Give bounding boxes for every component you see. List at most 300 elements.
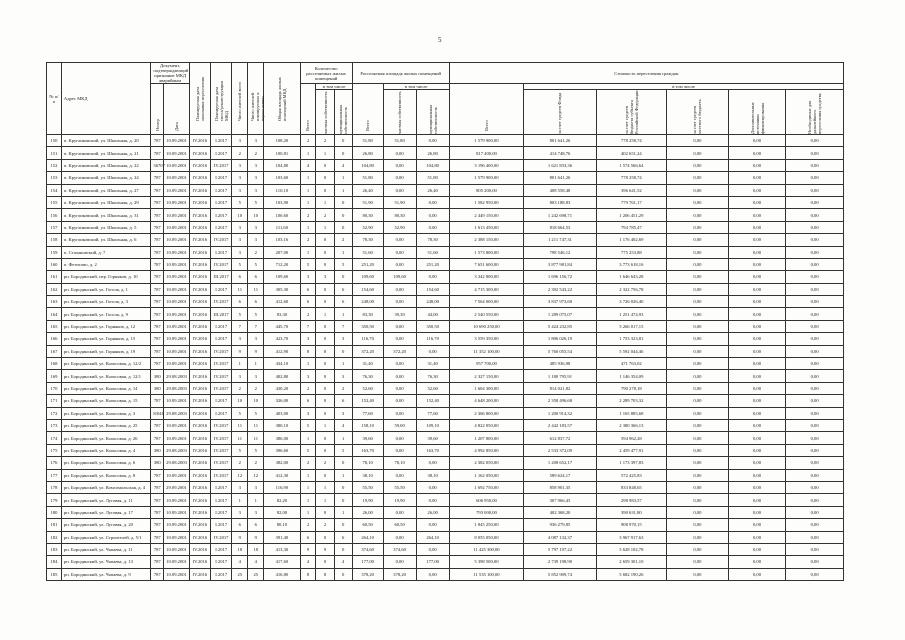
table-cell: 1 242 698,71 xyxy=(524,209,596,221)
table-cell: 2 xyxy=(300,135,316,147)
table-cell: 0,00 xyxy=(383,469,416,481)
table-row xyxy=(47,172,844,184)
table-cell: 2 366 800,00 xyxy=(449,407,524,419)
table-cell: 51,90 xyxy=(383,196,416,208)
table-cell: I.2017 xyxy=(211,407,232,419)
table-row xyxy=(47,221,844,233)
table-cell: I.2017 xyxy=(211,196,232,208)
table-cell: 10.09.2001 xyxy=(164,556,190,568)
table-cell: 0,00 xyxy=(786,568,844,580)
table-cell: 1 604 300,00 xyxy=(449,382,524,394)
table-cell: 108,20 xyxy=(264,135,300,147)
table-cell: IV.2017 xyxy=(211,159,232,171)
table-cell: 18 xyxy=(232,543,248,555)
table-cell: 80,10 xyxy=(264,519,300,531)
table-cell: 168 xyxy=(47,358,62,370)
table-cell: IV.2017 xyxy=(211,258,232,270)
header-planned-demolish: Планируемая дата сноса/реконструкции МКД xyxy=(213,80,229,121)
table-cell: 39,60 xyxy=(352,432,383,444)
table-cell: 6 xyxy=(334,296,352,308)
table-row xyxy=(47,209,844,221)
table-cell: 386,00 xyxy=(264,432,300,444)
table-cell: 0,00 xyxy=(383,159,416,171)
table-cell: 2 380 366,13 xyxy=(596,419,666,431)
table-cell: 0,00 xyxy=(728,481,786,493)
header-budget-local: за счет средств местного бюджета xyxy=(692,99,703,134)
table-cell: 0 xyxy=(316,556,334,568)
table-cell: 26,00 xyxy=(416,506,449,518)
table-cell: 52,60 xyxy=(352,382,383,394)
table-cell: 60,50 xyxy=(352,519,383,531)
table-cell: 0,00 xyxy=(383,358,416,370)
table-cell: IV.2016 xyxy=(189,209,210,221)
table-cell: 51,90 xyxy=(352,196,383,208)
table-cell: 4 xyxy=(300,556,316,568)
table-cell: 1 xyxy=(334,246,352,258)
table-cell: 3 xyxy=(232,333,248,345)
table-cell: 0,00 xyxy=(786,457,844,469)
table-cell: 155 xyxy=(47,196,62,208)
table-cell: 51,60 xyxy=(352,246,383,258)
table-cell: 51,80 xyxy=(352,172,383,184)
address-cell: рп. Бородинский, ул. Гоголя, д. 9 xyxy=(61,308,150,320)
table-cell: 116,70 xyxy=(416,333,449,345)
table-cell: 0,00 xyxy=(728,147,786,159)
table-cell: 11 352 100,00 xyxy=(449,345,524,357)
table-row xyxy=(47,382,844,394)
table-cell: IV.2016 xyxy=(189,221,210,233)
table-cell: 0,00 xyxy=(728,469,786,481)
address-cell: рп. Бородинский, ул. Гоголя, д. 3 xyxy=(61,296,150,308)
table-cell: 180 xyxy=(47,506,62,518)
table-cell: 9 xyxy=(232,345,248,357)
table-row xyxy=(47,283,844,295)
table-cell: 6 xyxy=(300,395,316,407)
table-row xyxy=(47,419,844,431)
table-cell: IV.2017 xyxy=(211,234,232,246)
table-cell: 0,00 xyxy=(416,209,449,221)
table-cell: 0,00 xyxy=(666,519,728,531)
table-cell: 803 188,83 xyxy=(524,196,596,208)
table-cell: 485 936,98 xyxy=(524,358,596,370)
table-cell: I.2017 xyxy=(211,543,232,555)
table-cell: 100,81 xyxy=(264,147,300,159)
table-cell: 31,40 xyxy=(352,358,383,370)
table-row xyxy=(47,506,844,518)
table-cell: 2 xyxy=(316,519,334,531)
table-cell: 0 xyxy=(316,370,334,382)
table-cell: 0 xyxy=(334,221,352,233)
table-row xyxy=(47,333,844,345)
table-cell: 10.09.2001 xyxy=(164,184,190,196)
table-cell: 51,60 xyxy=(416,246,449,258)
table-cell: 787 xyxy=(151,358,164,370)
table-cell: 18 xyxy=(248,543,264,555)
table-cell: 380 xyxy=(151,457,164,469)
table-cell: 0,00 xyxy=(383,258,416,270)
table-cell: 787 xyxy=(151,258,164,270)
table-cell: 55,50 xyxy=(352,481,383,493)
table-cell: 1 xyxy=(316,147,334,159)
table-cell: 787 xyxy=(151,419,164,431)
table-cell: 0 xyxy=(334,209,352,221)
table-cell: 0,00 xyxy=(786,506,844,518)
table-cell: 5 xyxy=(300,419,316,431)
table-cell: 0,00 xyxy=(416,568,449,580)
table-cell: 161 xyxy=(47,271,62,283)
address-cell: рп. Бородинский, ул. Горняков, д. 15 xyxy=(61,333,150,345)
header-area-in-total: в том числе xyxy=(383,84,449,90)
table-cell: 185 xyxy=(47,568,62,580)
table-cell: 0,00 xyxy=(666,196,728,208)
table-cell: 372,20 xyxy=(352,345,383,357)
table-cell: 0,00 xyxy=(666,159,728,171)
table-cell: 177,00 xyxy=(416,556,449,568)
table-cell: 2 289 703,32 xyxy=(596,395,666,407)
table-row xyxy=(47,320,844,332)
table-cell: I.2017 xyxy=(211,481,232,493)
address-cell: рп. Бородинский, ул. Строителей, д. 5/1 xyxy=(61,531,150,543)
table-cell: 0,00 xyxy=(728,494,786,506)
table-cell: 55,50 xyxy=(383,481,416,493)
table-cell: 109,10 xyxy=(416,419,449,431)
table-cell: 1 574 566,64 xyxy=(596,159,666,171)
header-total-area: Общая площадь жилых помещений МКД xyxy=(276,76,287,121)
table-cell: 4 xyxy=(334,556,352,568)
table-cell: 153 xyxy=(47,172,62,184)
table-cell: 814 021,82 xyxy=(524,382,596,394)
table-cell: 10.09.2001 xyxy=(164,234,190,246)
table-cell: 6 xyxy=(248,519,264,531)
table-cell: 176 xyxy=(47,457,62,469)
table-cell: IV.2017 xyxy=(211,469,232,481)
table-cell: IV.2017 xyxy=(211,419,232,431)
table-cell: 0 xyxy=(316,506,334,518)
address-cell: п. Кругликовский, ул. Школьная, д. 24 xyxy=(61,172,150,184)
header-rooms-in-total: в том числе xyxy=(316,84,352,90)
table-cell: 11 xyxy=(248,419,264,431)
table-cell: 0,00 xyxy=(383,432,416,444)
address-cell: рп. Бородинский, ул. Комсомольская, д. 4 xyxy=(61,481,150,493)
table-row xyxy=(47,556,844,568)
table-cell: 1 613 450,00 xyxy=(449,221,524,233)
table-cell: 11 xyxy=(232,432,248,444)
table-cell: 2 xyxy=(232,457,248,469)
table-cell: 2 xyxy=(300,519,316,531)
table-cell: 59,00 xyxy=(383,419,416,431)
table-cell: 1 165 885,68 xyxy=(596,407,666,419)
header-budget-subject: за счет средств бюджета субъекта Российской Федерации xyxy=(623,90,639,134)
table-cell: 51,80 xyxy=(416,172,449,184)
header-rooms-municipal: муниципальная собственность xyxy=(338,104,349,134)
table-cell: 0,00 xyxy=(728,457,786,469)
table-cell: 10.09.2001 xyxy=(164,345,190,357)
table-cell: 10.09.2001 xyxy=(164,246,190,258)
table-cell: 1 579 900,00 xyxy=(449,135,524,147)
table-cell: 10.09.2001 xyxy=(164,395,190,407)
table-cell: 163 xyxy=(47,296,62,308)
table-cell: 150 xyxy=(47,135,62,147)
table-cell: 4 xyxy=(300,159,316,171)
header-cost-in-total: в том числе xyxy=(524,84,844,90)
table-cell: 76,30 xyxy=(352,370,383,382)
table-cell: IV.2016 xyxy=(189,444,210,456)
table-cell: 787 xyxy=(151,308,164,320)
table-cell: 0,00 xyxy=(728,135,786,147)
table-cell: 0,00 xyxy=(786,543,844,555)
table-cell: 0,00 xyxy=(383,407,416,419)
table-row xyxy=(47,296,844,308)
table-cell: 0,00 xyxy=(786,308,844,320)
table-cell: 103,90 xyxy=(264,196,300,208)
table-cell: 0,00 xyxy=(666,481,728,493)
table-cell: IV.2016 xyxy=(189,531,210,543)
address-cell: рп. Бородинский, ул. Кооксовая, д. 12/1 xyxy=(61,370,150,382)
table-cell: 158,10 xyxy=(352,419,383,431)
table-cell: 0 xyxy=(316,234,334,246)
table-cell: 1 xyxy=(232,494,248,506)
address-cell: рп. Бородинский, ул. Чапаева, д. 13 xyxy=(61,556,150,568)
table-cell: IV.2016 xyxy=(189,345,210,357)
table-cell: III.2017 xyxy=(211,308,232,320)
table-cell: 3 xyxy=(232,184,248,196)
table-cell: 248,00 xyxy=(416,296,449,308)
table-cell: 4 xyxy=(334,159,352,171)
table-cell: IV.2016 xyxy=(189,506,210,518)
table-cell: 0,00 xyxy=(666,258,728,270)
table-cell: 0,00 xyxy=(786,494,844,506)
table-cell: 178 xyxy=(47,481,62,493)
table-cell: 2 xyxy=(334,234,352,246)
table-cell: 408 558,48 xyxy=(524,184,596,196)
table-cell: 589 624,17 xyxy=(524,469,596,481)
header-doc-date: Дата xyxy=(173,122,179,131)
table-cell: 2 358 496,68 xyxy=(524,395,596,407)
table-cell: IV.2016 xyxy=(189,333,210,345)
table-cell: 83,30 xyxy=(352,308,383,320)
table-row xyxy=(47,196,844,208)
table-cell: 26,40 xyxy=(416,184,449,196)
table-cell: 0,00 xyxy=(383,184,416,196)
table-cell: 787 xyxy=(151,481,164,493)
table-cell: 0,00 xyxy=(666,271,728,283)
table-cell: III.2017 xyxy=(211,271,232,283)
table-cell: 1 211 747,31 xyxy=(524,234,596,246)
table-cell: 248,00 xyxy=(352,296,383,308)
table-cell: 179 xyxy=(47,494,62,506)
table-cell: IV.2017 xyxy=(211,358,232,370)
table-cell: 0,00 xyxy=(416,196,449,208)
table-cell: 1 xyxy=(334,506,352,518)
table-cell: 423,70 xyxy=(264,333,300,345)
table-cell: 402,80 xyxy=(264,370,300,382)
table-cell: 412,60 xyxy=(264,296,300,308)
table-cell: 52,90 xyxy=(352,221,383,233)
table-cell: 207,00 xyxy=(264,246,300,258)
table-cell: 957 700,00 xyxy=(449,358,524,370)
table-cell: 2 xyxy=(300,209,316,221)
table-cell: 350,50 xyxy=(352,320,383,332)
table-cell: 9 xyxy=(248,531,264,543)
table-cell: 416,80 xyxy=(264,568,300,580)
table-cell: 3 xyxy=(334,370,352,382)
table-cell: IV.2016 xyxy=(189,469,210,481)
table-cell: 0,00 xyxy=(666,382,728,394)
table-cell: 0,00 xyxy=(666,320,728,332)
table-cell: 3 967 917,63 xyxy=(596,531,666,543)
table-cell: 10.09.2001 xyxy=(164,172,190,184)
table-cell: 5 xyxy=(248,196,264,208)
table-cell: 3 xyxy=(232,135,248,147)
table-cell: 0,00 xyxy=(728,419,786,431)
table-cell: 374,60 xyxy=(352,543,383,555)
table-cell: 0,00 xyxy=(666,221,728,233)
table-cell: 183 xyxy=(47,543,62,555)
table-cell: 2 392 543,22 xyxy=(524,283,596,295)
table-body xyxy=(47,135,844,581)
table-cell: 3 xyxy=(248,184,264,196)
table-cell: 0,00 xyxy=(728,531,786,543)
table-cell: I.2017 xyxy=(211,556,232,568)
table-cell: 3 xyxy=(300,271,316,283)
table-cell: 5 xyxy=(232,308,248,320)
table-row xyxy=(47,370,844,382)
address-cell: п. Кругликовский, ул. Школьная, д. 31 xyxy=(61,209,150,221)
table-cell: 2 xyxy=(334,382,352,394)
table-cell: I.2017 xyxy=(211,135,232,147)
table-cell: 1 xyxy=(316,419,334,431)
table-cell: 4 822 050,00 xyxy=(449,419,524,431)
address-cell: рп. Бородинский, ул. Горняков, д. 12 xyxy=(61,320,150,332)
table-cell: 103,60 xyxy=(264,172,300,184)
table-cell: 1 621 833,36 xyxy=(524,159,596,171)
table-cell: 104,80 xyxy=(416,159,449,171)
table-cell: 9 xyxy=(248,345,264,357)
table-cell: 1 180 795,91 xyxy=(524,370,596,382)
table-cell: 29.08.2003 xyxy=(164,407,190,419)
table-cell: 7 xyxy=(232,320,248,332)
table-cell: 298 983,57 xyxy=(596,494,666,506)
table-cell: 110,10 xyxy=(264,184,300,196)
table-cell: 10.09.2001 xyxy=(164,209,190,221)
table-cell: 26,00 xyxy=(352,506,383,518)
table-cell: 175 xyxy=(47,444,62,456)
table-cell: 0,00 xyxy=(666,543,728,555)
table-cell: 6 xyxy=(300,531,316,543)
table-row xyxy=(47,234,844,246)
table-cell: 1 xyxy=(300,196,316,208)
table-cell: 6 xyxy=(248,271,264,283)
table-cell: 1 206 451,29 xyxy=(596,209,666,221)
table-cell: 0 xyxy=(316,382,334,394)
table-cell: 787 xyxy=(151,543,164,555)
table-cell: 0 xyxy=(334,568,352,580)
address-cell: п. Кругликовский, ул. Школьная, д. 21 xyxy=(61,147,150,159)
table-cell: 4 992 850,00 xyxy=(449,444,524,456)
table-cell: 0,00 xyxy=(666,147,728,159)
table-cell: 380 xyxy=(151,444,164,456)
table-cell: 3 559 350,00 xyxy=(449,333,524,345)
header-residents: Число жителей всего xyxy=(237,81,243,121)
table-cell: 0,00 xyxy=(728,246,786,258)
table-cell: 0,00 xyxy=(786,296,844,308)
table-cell: 4 715 300,00 xyxy=(449,283,524,295)
table-cell: 6 xyxy=(232,519,248,531)
table-cell: 8 xyxy=(300,568,316,580)
table-cell: 0 xyxy=(316,469,334,481)
table-cell: 0,00 xyxy=(786,246,844,258)
table-cell: 25 xyxy=(232,568,248,580)
table-cell: 10.09.2001 xyxy=(164,320,190,332)
header-num: № п/п xyxy=(47,63,62,135)
table-cell: 3 342 800,00 xyxy=(449,271,524,283)
header-rooms-group: Количество расселяемых жилых помещений xyxy=(300,63,352,84)
table-cell: 0,00 xyxy=(666,234,728,246)
table-cell: 3 773 618,16 xyxy=(596,258,666,270)
table-cell: 26,80 xyxy=(352,147,383,159)
table-cell: 5 xyxy=(232,407,248,419)
table-cell: 10.09.2001 xyxy=(164,258,190,270)
table-cell: 0,00 xyxy=(728,345,786,357)
table-cell: 0,00 xyxy=(666,172,728,184)
table-cell: IV.2016 xyxy=(189,543,210,555)
table-cell: 264,10 xyxy=(416,531,449,543)
table-row xyxy=(47,147,844,159)
table-cell: 5 760 055,54 xyxy=(524,345,596,357)
table-cell: 787 xyxy=(151,246,164,258)
table-cell: 0,00 xyxy=(666,469,728,481)
table-cell: 6 xyxy=(232,271,248,283)
table-cell: 4 xyxy=(334,419,352,431)
table-cell: 10.09.2001 xyxy=(164,432,190,444)
table-cell: 3 xyxy=(232,481,248,493)
table-cell: 936 279,85 xyxy=(524,519,596,531)
table-cell: 8 xyxy=(316,345,334,357)
table-cell: 1 xyxy=(248,358,264,370)
table-cell: 0,00 xyxy=(786,382,844,394)
table-cell: 5 xyxy=(248,308,264,320)
table-cell: IV.2016 xyxy=(189,320,210,332)
table-cell: 417,60 xyxy=(264,556,300,568)
table-cell: 787 xyxy=(151,184,164,196)
table-cell: IV.2016 xyxy=(189,296,210,308)
table-cell: 430,20 xyxy=(264,382,300,394)
table-cell: 152 xyxy=(47,159,62,171)
table-cell: 25 xyxy=(248,568,264,580)
table-cell: 174 xyxy=(47,432,62,444)
header-cost-total: Всего xyxy=(483,120,489,131)
table-cell: 1 573 800,00 xyxy=(449,246,524,258)
table-cell: 2 739 198,90 xyxy=(524,556,596,568)
table-cell: 1 xyxy=(316,494,334,506)
table-row xyxy=(47,407,844,419)
table-cell: 111,60 xyxy=(264,221,300,233)
table-cell: 0,00 xyxy=(786,271,844,283)
table-cell: 790 278,18 xyxy=(596,382,666,394)
table-cell: 182 xyxy=(47,531,62,543)
table-cell: 7 xyxy=(248,320,264,332)
table-cell: 1 173 397,83 xyxy=(596,457,666,469)
header-doc-number: Номер xyxy=(154,118,160,131)
table-cell: 5 592 044,46 xyxy=(596,345,666,357)
table-cell: IV.2016 xyxy=(189,407,210,419)
header-rooms-total: Всего xyxy=(305,120,311,131)
table-row xyxy=(47,258,844,270)
table-cell: 0,00 xyxy=(666,494,728,506)
table-cell: 0 xyxy=(334,196,352,208)
table-cell: 0,00 xyxy=(666,345,728,357)
table-cell: 184 xyxy=(47,556,62,568)
